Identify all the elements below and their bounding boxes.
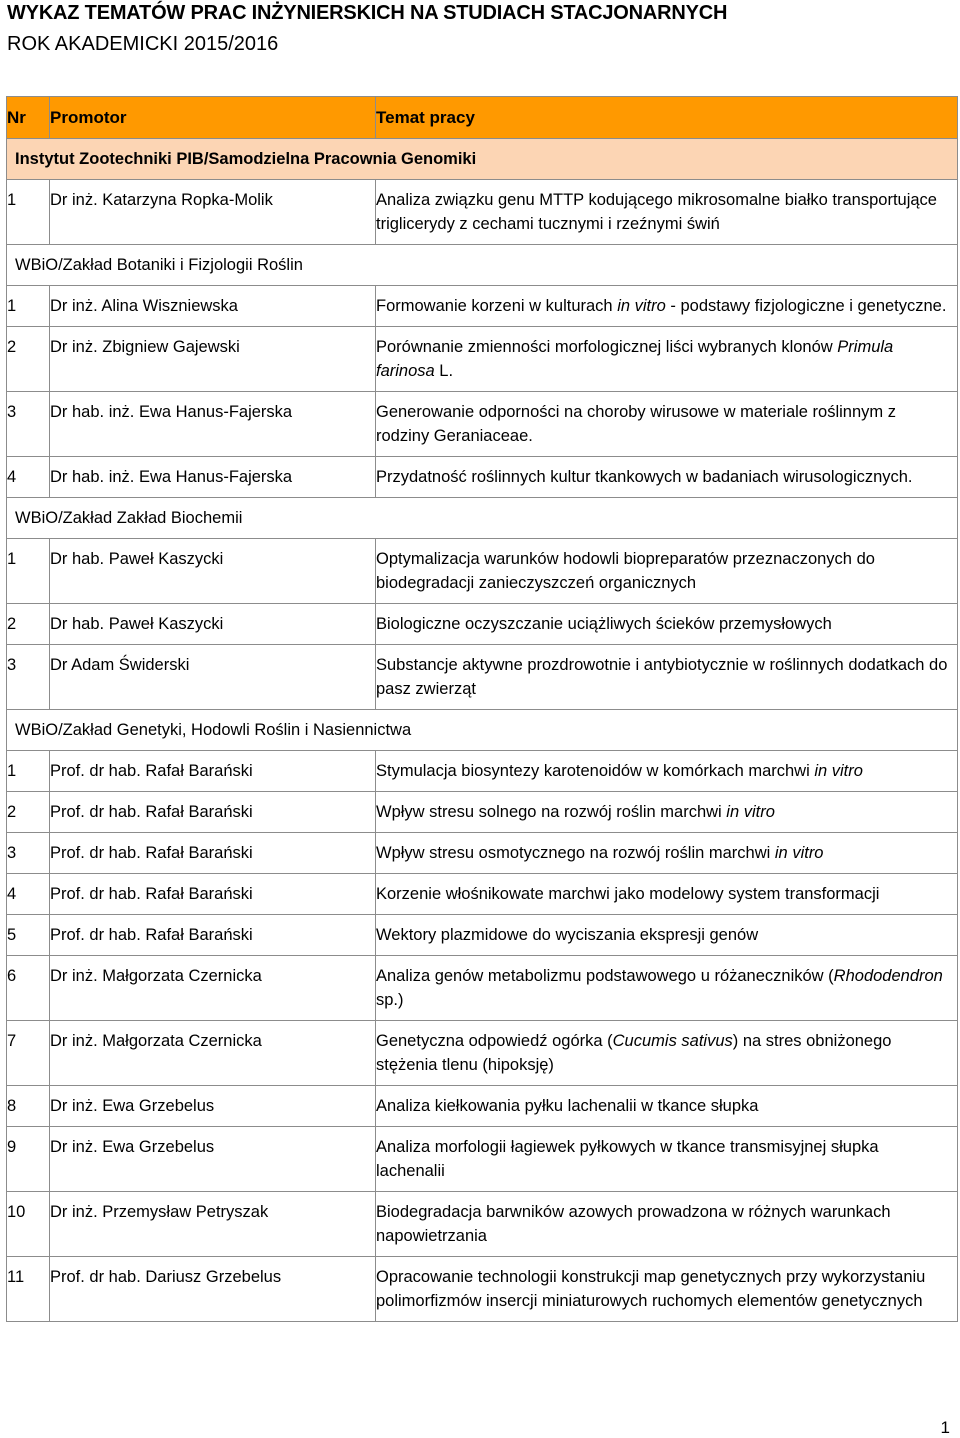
table-row [7, 833, 958, 874]
row-number: 3 [7, 645, 50, 710]
row-topic [376, 604, 958, 645]
table-row [7, 956, 958, 1021]
row-promotor: Prof. dr hab. Rafał Barański [50, 833, 376, 874]
topic-italic-segment: in vitro [774, 844, 824, 862]
row-topic [376, 1021, 958, 1086]
section-row [7, 498, 958, 539]
table-header-row [7, 97, 958, 139]
row-promotor: Prof. dr hab. Rafał Barański [50, 792, 376, 833]
topic-italic-segment: Primula farinosa [376, 338, 894, 380]
topic-segment: Stymulacja biosyntezy karotenoidów w komórkach marchwi [376, 762, 815, 780]
row-number: 4 [7, 874, 50, 915]
section-row [7, 139, 958, 180]
row-topic [376, 286, 958, 327]
table-row [7, 915, 958, 956]
topic-segment: Biodegradacja barwników azowych prowadzona w różnych warunkach napowietrzania [376, 1203, 891, 1245]
row-topic [376, 392, 958, 457]
row-topic [376, 915, 958, 956]
row-number: 3 [7, 392, 50, 457]
row-promotor: Dr inż. Ewa Grzebelus [50, 1127, 376, 1192]
table-row [7, 1127, 958, 1192]
topic-segment: L. [434, 362, 454, 380]
topic-segment: Analiza genów metabolizmu podstawowego u różaneczników ( [376, 967, 834, 985]
topic-segment: Korzenie włośnikowate marchwi jako modelowy system transformacji [376, 885, 880, 903]
row-number: 1 [7, 180, 50, 245]
row-topic [376, 1192, 958, 1257]
row-topic [376, 792, 958, 833]
row-promotor: Dr inż. Katarzyna Ropka-Molik [50, 180, 376, 245]
row-topic [376, 1127, 958, 1192]
table-row [7, 392, 958, 457]
topic-italic-segment: in vitro [814, 762, 863, 780]
topic-segment: Genetyczna odpowiedź ogórka ( [376, 1032, 613, 1050]
row-number: 2 [7, 604, 50, 645]
topic-italic-segment: Rhododendron [833, 967, 943, 985]
table-row [7, 180, 958, 245]
table-row [7, 1257, 958, 1322]
topic-segment: Analiza związku genu MTTP kodującego mikrosomalne białko transportujące triglicerydy z cechami tucznymi i rzeźnymi świń [376, 191, 937, 233]
table-row [7, 1086, 958, 1127]
header-promotor: Promotor [50, 97, 376, 139]
row-promotor: Dr inż. Małgorzata Czernicka [50, 956, 376, 1021]
row-topic [376, 327, 958, 392]
topic-segment: ) na stres obniżonego stężenia tlenu (hipoksję) [376, 1032, 892, 1074]
row-topic [376, 833, 958, 874]
table-row [7, 539, 958, 604]
section-title: WBiO/Zakład Genetyki, Hodowli Roślin i Nasiennictwa [7, 710, 958, 751]
row-promotor: Dr inż. Zbigniew Gajewski [50, 327, 376, 392]
section-title: Instytut Zootechniki PIB/Samodzielna Pracownia Genomiki [7, 139, 958, 180]
table-row [7, 751, 958, 792]
row-promotor: Dr inż. Alina Wiszniewska [50, 286, 376, 327]
topic-segment: Analiza morfologii łagiewek pyłkowych w tkance transmisyjnej słupka lachenalii [376, 1138, 879, 1180]
section-title: WBiO/Zakład Botaniki i Fizjologii Roślin [7, 245, 958, 286]
table-row [7, 457, 958, 498]
section-row [7, 245, 958, 286]
topics-table-body [7, 97, 958, 1322]
document-title: WYKAZ TEMATÓW PRAC INŻYNIERSKICH NA STUDIACH STACJONARNYCH [7, 2, 728, 24]
topic-segment: Wpływ stresu solnego na rozwój roślin marchwi [376, 803, 727, 821]
row-topic [376, 180, 958, 245]
section-title: WBiO/Zakład Zakład Biochemii [7, 498, 958, 539]
row-promotor: Dr inż. Ewa Grzebelus [50, 1086, 376, 1127]
topic-segment: Porównanie zmienności morfologicznej liści wybranych klonów [376, 338, 838, 356]
row-number: 3 [7, 833, 50, 874]
row-number: 10 [7, 1192, 50, 1257]
row-promotor: Dr hab. inż. Ewa Hanus-Fajerska [50, 392, 376, 457]
row-promotor: Dr hab. inż. Ewa Hanus-Fajerska [50, 457, 376, 498]
row-number: 1 [7, 539, 50, 604]
page-number: 1 [940, 1418, 950, 1437]
row-topic [376, 457, 958, 498]
topic-segment: sp.) [376, 991, 404, 1009]
row-promotor: Dr hab. Paweł Kaszycki [50, 539, 376, 604]
topic-segment: Generowanie odporności na choroby wirusowe w materiale roślinnym z rodziny Geraniaceae. [376, 403, 896, 445]
table-row [7, 874, 958, 915]
row-topic [376, 751, 958, 792]
topic-segment: Wektory plazmidowe do wyciszania ekspresji genów [376, 926, 759, 944]
topic-segment: Wpływ stresu osmotycznego na rozwój roślin marchwi [376, 844, 775, 862]
table-row [7, 1192, 958, 1257]
row-topic [376, 645, 958, 710]
row-topic [376, 874, 958, 915]
table-row [7, 286, 958, 327]
row-promotor: Dr inż. Przemysław Petryszak [50, 1192, 376, 1257]
topic-segment: Formowanie korzeni w kulturach [376, 297, 618, 315]
row-topic [376, 1257, 958, 1322]
row-promotor: Dr inż. Małgorzata Czernicka [50, 1021, 376, 1086]
row-topic [376, 539, 958, 604]
row-promotor: Dr hab. Paweł Kaszycki [50, 604, 376, 645]
topic-segment: Przydatność roślinnych kultur tkankowych w badaniach wirusologicznych. [376, 468, 913, 486]
row-topic [376, 956, 958, 1021]
row-number: 1 [7, 751, 50, 792]
row-promotor: Dr Adam Świderski [50, 645, 376, 710]
table-row [7, 645, 958, 710]
table-row [7, 604, 958, 645]
row-promotor: Prof. dr hab. Rafał Barański [50, 915, 376, 956]
topic-italic-segment: Cucumis sativus [612, 1032, 733, 1050]
topics-table [6, 96, 958, 1322]
row-number: 1 [7, 286, 50, 327]
row-number: 4 [7, 457, 50, 498]
topic-segment: Optymalizacja warunków hodowli biopreparatów przeznaczonych do biodegradacji zanieczyszczeń organicznych [376, 550, 875, 592]
row-promotor: Prof. dr hab. Dariusz Grzebelus [50, 1257, 376, 1322]
header-nr: Nr [7, 97, 50, 139]
section-row [7, 710, 958, 751]
table-row [7, 327, 958, 392]
row-number: 5 [7, 915, 50, 956]
topic-segment: Substancje aktywne prozdrowotnie i antybiotycznie w roślinnych dodatkach do pasz zwierząt [376, 656, 948, 698]
row-number: 2 [7, 792, 50, 833]
topic-italic-segment: in vitro [726, 803, 775, 821]
table-row [7, 1021, 958, 1086]
topic-segment: - podstawy fizjologiczne i genetyczne. [665, 297, 947, 315]
topic-segment: Analiza kiełkowania pyłku lachenalii w tkance słupka [376, 1097, 759, 1115]
table-row [7, 792, 958, 833]
topic-segment: Opracowanie technologii konstrukcji map genetycznych przy wykorzystaniu polimorfizmów insercji miniaturowych ruchomych elementów genetycznych [376, 1268, 926, 1310]
row-number: 11 [7, 1257, 50, 1322]
row-number: 8 [7, 1086, 50, 1127]
row-topic [376, 1086, 958, 1127]
topic-segment: Biologiczne oczyszczanie uciążliwych ścieków przemysłowych [376, 615, 832, 633]
row-number: 9 [7, 1127, 50, 1192]
header-topic: Temat pracy [376, 97, 958, 139]
row-number: 7 [7, 1021, 50, 1086]
row-number: 6 [7, 956, 50, 1021]
row-promotor: Prof. dr hab. Rafał Barański [50, 874, 376, 915]
row-number: 2 [7, 327, 50, 392]
topic-italic-segment: in vitro [617, 297, 666, 315]
row-promotor: Prof. dr hab. Rafał Barański [50, 751, 376, 792]
academic-year: ROK AKADEMICKI 2015/2016 [7, 33, 279, 55]
